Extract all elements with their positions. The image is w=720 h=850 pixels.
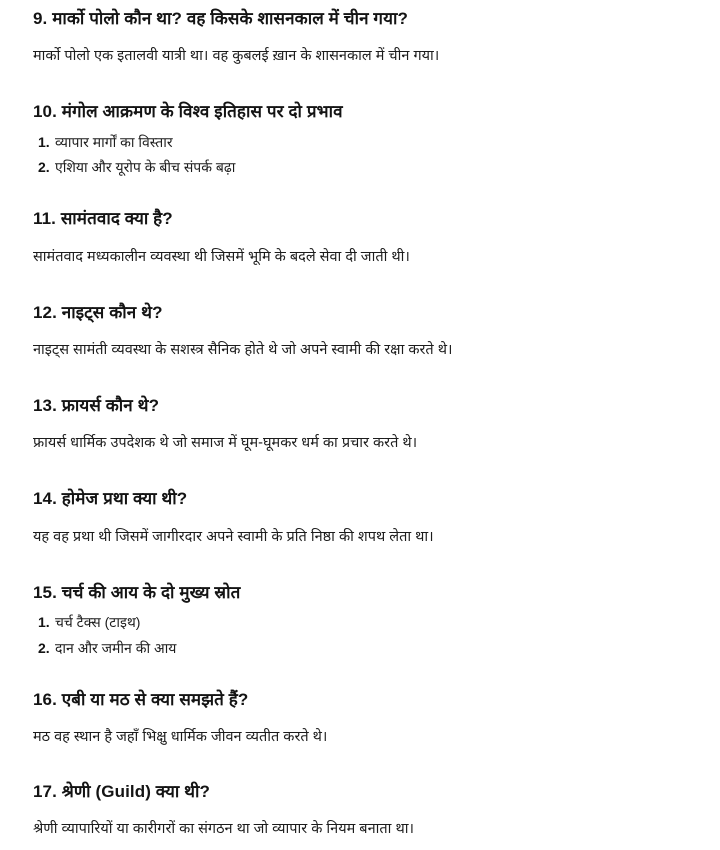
answer-text: फ्रायर्स धार्मिक उपदेशक थे जो समाज में घूम-घूमकर धर्म का प्रचार करते थे।	[33, 435, 418, 452]
question-heading: 10. मंगोल आक्रमण के विश्व इतिहास पर दो प्रभाव	[33, 102, 343, 122]
qa-block-15	[33, 582, 696, 659]
answer-list	[33, 133, 696, 178]
question-heading: 12. नाइट्स कौन थे?	[33, 302, 163, 322]
question-heading: 11. सामंतवाद क्या है?	[33, 209, 173, 229]
answer-text: श्रेणी व्यापारियों या कारीगरों का संगठन था जो व्यापार के नियम बनाता था।	[33, 821, 414, 838]
spacer	[33, 604, 696, 613]
list-item-label: चर्च टैक्स (टाइथ)	[55, 614, 141, 631]
answer-list	[33, 613, 696, 658]
question-heading: 13. फ्रायर्स कौन थे?	[33, 395, 160, 415]
spacer	[33, 178, 696, 208]
list-marker: 2.	[38, 159, 50, 176]
spacer	[33, 124, 696, 133]
spacer	[33, 67, 696, 101]
question-heading: 14. होमेज प्रथा क्या थी?	[33, 489, 188, 509]
qa-block-16	[33, 689, 696, 748]
qa-block-12	[33, 302, 696, 361]
spacer	[33, 454, 696, 488]
list-item-label: एशिया और यूरोप के बीच संपर्क बढ़ा	[55, 159, 236, 176]
spacer	[33, 511, 696, 527]
question-heading: 15. चर्च की आय के दो मुख्य स्रोत	[33, 582, 241, 602]
spacer	[33, 324, 696, 340]
answer-text: मार्को पोलो एक इतालवी यात्री था। वह कुबलई ख़ान के शासनकाल में चीन गया।	[33, 48, 440, 65]
qa-block-11	[33, 208, 696, 267]
spacer	[33, 231, 696, 247]
list-marker: 2.	[38, 639, 50, 656]
list-marker: 1.	[38, 133, 50, 150]
qa-block-10	[33, 101, 696, 178]
list-marker: 1.	[38, 614, 50, 631]
list-item-label: दान और जमीन की आय	[55, 639, 177, 656]
answer-text: मठ वह स्थान है जहाँ भिक्षु धार्मिक जीवन व्यतीत करते थे।	[33, 728, 328, 745]
answer-text: सामंतवाद मध्यकालीन व्यवस्था थी जिसमें भूमि के बदले सेवा दी जाती थी।	[33, 248, 410, 265]
list-item	[33, 639, 696, 659]
spacer	[33, 748, 696, 781]
answer-text: नाइट्स सामंती व्यवस्था के सशस्त्र सैनिक होते थे जो अपने स्वामी की रक्षा करते थे।	[33, 341, 453, 358]
spacer	[33, 803, 696, 819]
list-item	[33, 613, 696, 633]
spacer	[33, 30, 696, 46]
list-item	[33, 158, 696, 178]
qa-block-17	[33, 781, 696, 840]
spacer	[33, 417, 696, 433]
question-heading: 9. मार्को पोलो कौन था? वह किसके शासनकाल में चीन गया?	[33, 9, 408, 28]
answer-text: यह वह प्रथा थी जिसमें जागीरदार अपने स्वामी के प्रति निष्ठा की शपथ लेता था।	[33, 528, 434, 545]
spacer	[33, 711, 696, 727]
spacer	[33, 659, 696, 689]
qa-block-13	[33, 395, 696, 454]
qa-block-9	[33, 8, 696, 67]
spacer	[33, 268, 696, 302]
question-heading: 17. श्रेणी (Guild) क्या थी?	[33, 781, 211, 801]
qa-block-14	[33, 488, 696, 547]
list-item	[33, 133, 696, 153]
spacer	[33, 548, 696, 582]
list-item-label: व्यापार मार्गों का विस्तार	[55, 133, 173, 150]
question-heading: 16. एबी या मठ से क्या समझते हैं?	[33, 689, 249, 709]
spacer	[33, 361, 696, 395]
